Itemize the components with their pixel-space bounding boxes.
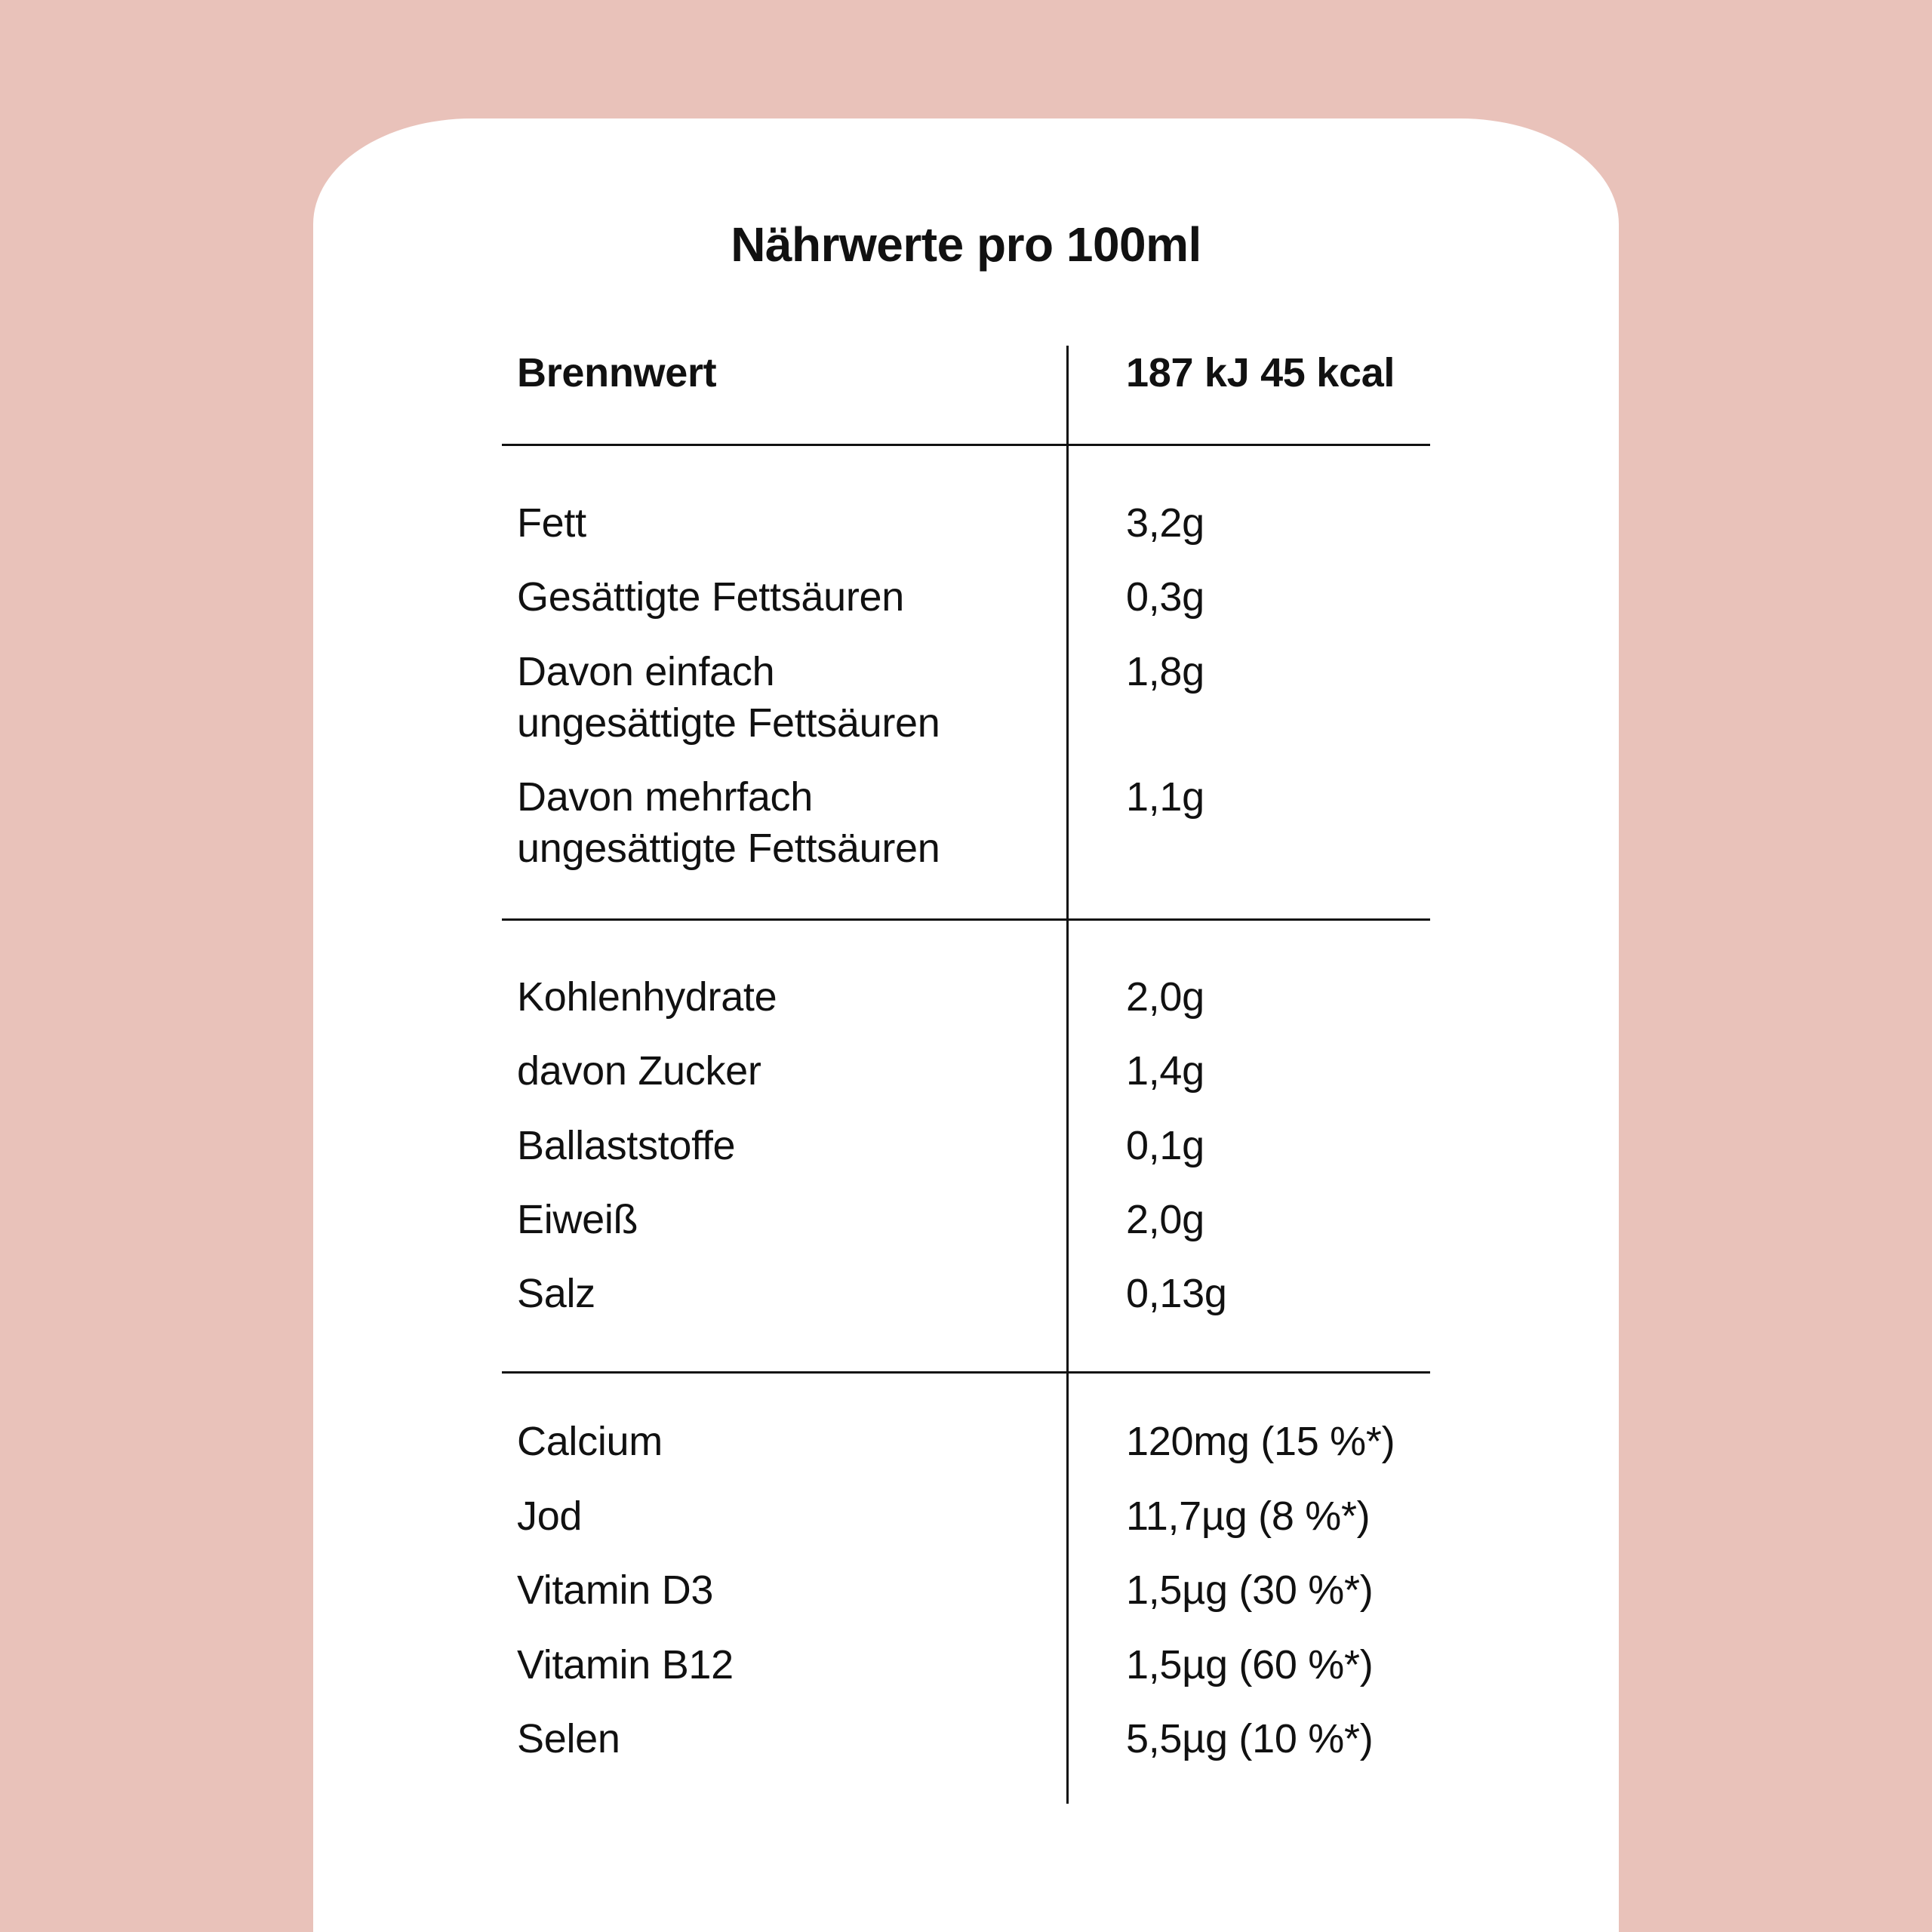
- protein-label: Eiweiß: [517, 1197, 638, 1242]
- selenium-value: 5,5µg (10 %*): [1126, 1716, 1374, 1761]
- saturated-fat-label: Gesättigte Fettsäuren: [517, 574, 904, 620]
- carbs-value: 2,0g: [1126, 974, 1204, 1020]
- fat-label: Fett: [517, 500, 586, 546]
- energy-label: Brennwert: [517, 350, 717, 395]
- row-divider-carbs: [502, 1371, 1430, 1374]
- poly-fat-label-line2: ungesättigte Fettsäuren: [517, 826, 940, 871]
- fiber-label: Ballaststoffe: [517, 1123, 736, 1168]
- row-divider-fat: [502, 918, 1430, 921]
- vitamin-d3-value: 1,5µg (30 %*): [1126, 1567, 1374, 1613]
- mono-fat-value: 1,8g: [1126, 649, 1204, 694]
- poly-fat-value: 1,1g: [1126, 774, 1204, 820]
- fiber-value: 0,1g: [1126, 1123, 1204, 1168]
- fat-value: 3,2g: [1126, 500, 1204, 546]
- salt-label: Salz: [517, 1271, 595, 1316]
- sugar-value: 1,4g: [1126, 1048, 1204, 1094]
- vitamin-b12-label: Vitamin B12: [517, 1642, 734, 1687]
- table-title: Nährwerte pro 100ml: [731, 217, 1201, 272]
- row-divider-energy: [502, 444, 1430, 446]
- protein-value: 2,0g: [1126, 1197, 1204, 1242]
- calcium-value: 120mg (15 %*): [1126, 1419, 1395, 1464]
- saturated-fat-value: 0,3g: [1126, 574, 1204, 620]
- carbs-label: Kohlenhydrate: [517, 974, 777, 1020]
- vitamin-d3-label: Vitamin D3: [517, 1567, 714, 1613]
- sugar-label: davon Zucker: [517, 1048, 761, 1094]
- vitamin-b12-value: 1,5µg (60 %*): [1126, 1642, 1374, 1687]
- mono-fat-label-line2: ungesättigte Fettsäuren: [517, 700, 940, 746]
- poly-fat-label-line1: Davon mehrfach: [517, 774, 813, 820]
- iodine-value: 11,7µg (8 %*): [1126, 1494, 1371, 1539]
- nutrition-card: [313, 118, 1619, 1932]
- mono-fat-label-line1: Davon einfach: [517, 649, 775, 694]
- selenium-label: Selen: [517, 1716, 620, 1761]
- energy-value: 187 kJ 45 kcal: [1126, 350, 1395, 395]
- column-divider: [1066, 346, 1069, 1804]
- calcium-label: Calcium: [517, 1419, 663, 1464]
- salt-value: 0,13g: [1126, 1271, 1227, 1316]
- iodine-label: Jod: [517, 1494, 583, 1539]
